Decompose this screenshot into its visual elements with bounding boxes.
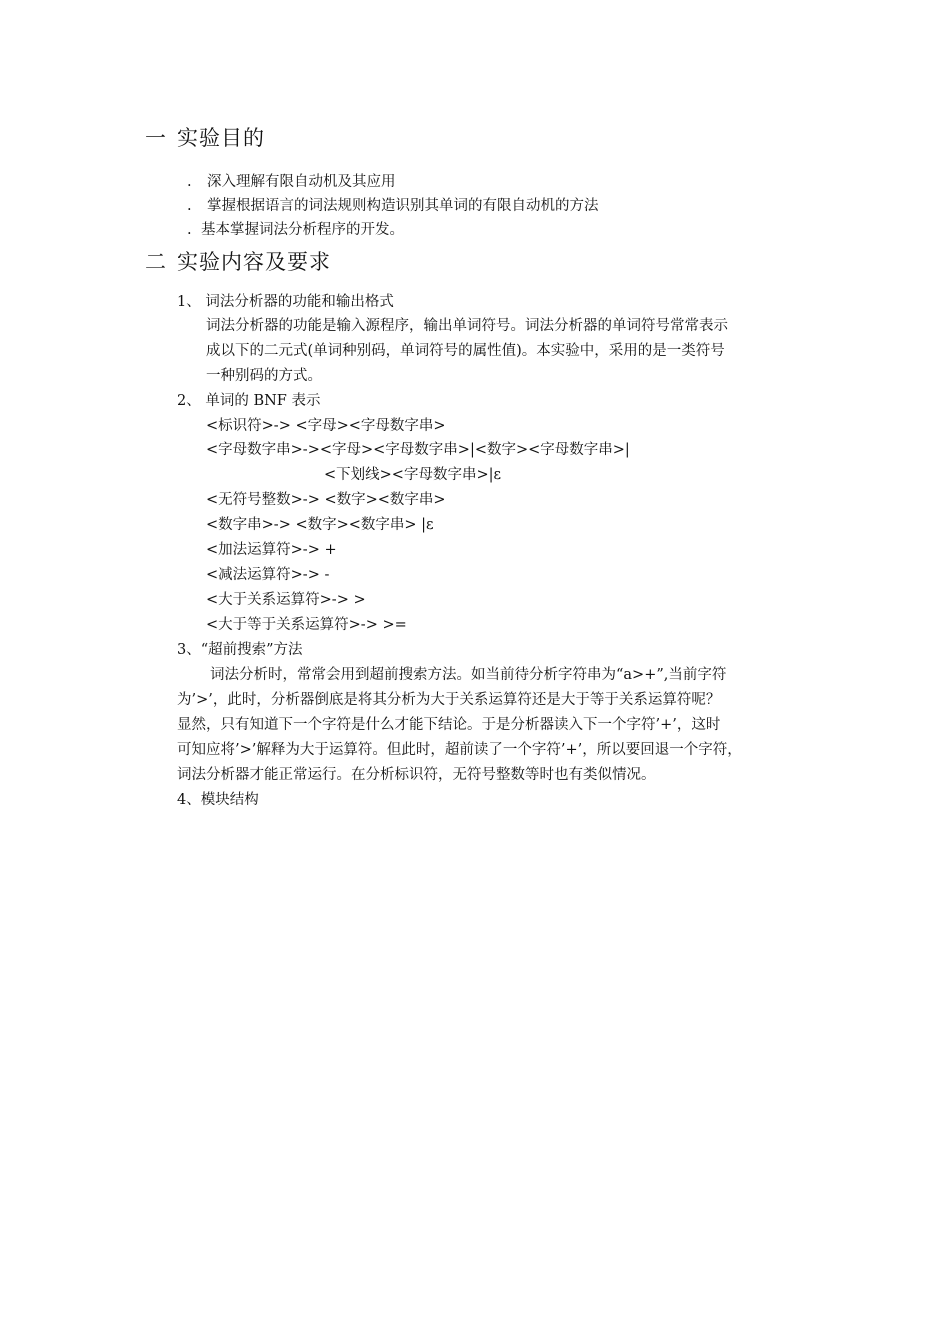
subsection-heading-1: 1、 词法分析器的功能和输出格式 — [177, 294, 394, 310]
bnf-rule: <无符号整数>-> <数字><数字串> — [206, 492, 446, 508]
list-item: . 深入理解有限自动机及其应用 — [187, 174, 396, 190]
paragraph-line: 为’>’，此时，分析器倒底是将其分析为大于关系运算符还是大于等于关系运算符呢？ — [177, 692, 721, 708]
paragraph-line: 可知应将’>’解释为大于运算符。但此时，超前读了一个字符’+’，所以要回退一个字符， — [177, 742, 742, 758]
bnf-rule: <大于关系运算符>-> > — [206, 592, 366, 608]
section-heading-2 — [145, 246, 331, 276]
bnf-rule: <数字串>-> <数字><数字串> |ε — [206, 517, 434, 533]
bnf-rule: <减法运算符>-> - — [206, 567, 330, 583]
list-item: . 基本掌握词法分析程序的开发。 — [187, 222, 404, 238]
section-number: 二 — [145, 250, 167, 274]
paragraph-line: 显然，只有知道下一个字符是什么才能下结论。于是分析器读入下一个字符’+’，这时 — [177, 717, 721, 733]
subsection-heading-3: 3、“超前搜索”方法 — [177, 642, 303, 658]
subsection-heading-4: 4、模块结构 — [177, 792, 259, 808]
paragraph-line: 成以下的二元式(单词种别码，单词符号的属性值)。本实验中，采用的是一类符号 — [206, 343, 725, 359]
paragraph-line: 词法分析时，常常会用到超前搜索方法。如当前待分析字符串为“a>+”,当前字符 — [210, 667, 727, 683]
bnf-rule: <下划线><字母数字串>|ε — [324, 467, 501, 483]
bnf-rule: <加法运算符>-> + — [206, 542, 337, 558]
bnf-rule: <字母数字串>-><字母><字母数字串>|<数字><字母数字串>| — [206, 442, 630, 458]
bnf-rule: <标识符>-> <字母><字母数字串> — [206, 418, 446, 434]
list-item: . 掌握根据语言的词法规则构造识别其单词的有限自动机的方法 — [187, 198, 599, 214]
paragraph-line: 一种别码的方式。 — [206, 368, 322, 384]
section-title: 实验目的 — [177, 126, 265, 150]
subsection-heading-2: 2、 单词的 BNF 表示 — [177, 393, 321, 409]
section-title: 实验内容及要求 — [177, 250, 331, 274]
paragraph-line: 词法分析器的功能是输入源程序，输出单词符号。词法分析器的单词符号常常表示 — [206, 318, 728, 334]
bnf-rule: <大于等于关系运算符>-> >= — [206, 617, 407, 633]
paragraph-line: 词法分析器才能正常运行。在分析标识符，无符号整数等时也有类似情况。 — [177, 767, 656, 783]
section-number: 一 — [145, 126, 167, 150]
section-heading-1 — [145, 122, 265, 152]
